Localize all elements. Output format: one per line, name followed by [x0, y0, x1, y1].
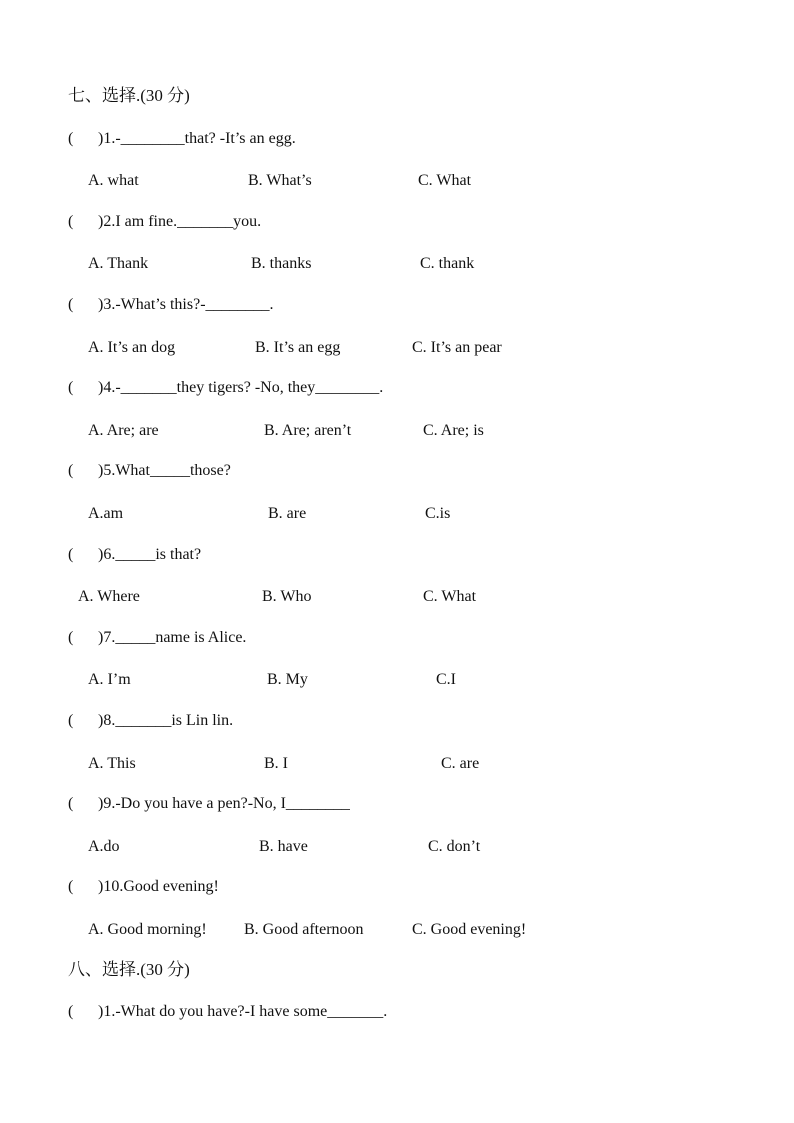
option-b: B. thanks: [251, 255, 312, 272]
question-text: )6._____is that?: [98, 546, 202, 563]
option-c: C. are: [441, 755, 480, 772]
option-c: C. It’s an pear: [412, 339, 502, 356]
answer-paren[interactable]: (: [68, 1003, 74, 1020]
question-8-1: [68, 1001, 387, 1023]
option-a: A. It’s an dog: [88, 339, 176, 356]
question-text: )7._____name is Alice.: [98, 629, 247, 646]
option-b: B. Are; aren’t: [264, 422, 352, 439]
question-7-2: [68, 211, 261, 233]
option-c: C. What: [418, 172, 472, 189]
option-b: B. have: [259, 838, 308, 855]
option-a: A. Are; are: [88, 422, 159, 439]
answer-paren[interactable]: (: [68, 213, 74, 230]
option-a: A. Thank: [88, 255, 149, 272]
question-text: )5.What_____those?: [98, 462, 231, 479]
option-a: A. Good morning!: [88, 921, 207, 938]
option-b: B. It’s an egg: [255, 339, 341, 356]
section-8-title: 八、选择.(30 分): [68, 960, 190, 979]
option-c: C. don’t: [428, 838, 481, 855]
option-b: B. I: [264, 755, 288, 772]
question-7-5: [68, 460, 231, 482]
answer-paren[interactable]: (: [68, 712, 74, 729]
option-b: B. are: [268, 505, 307, 522]
option-b: B. Who: [262, 588, 312, 605]
option-b: B. Good afternoon: [244, 921, 364, 938]
question-text: )1.-What do you have?-I have some_______.: [98, 1003, 388, 1020]
question-text: )1.-________that? -It’s an egg.: [98, 130, 296, 147]
answer-paren[interactable]: (: [68, 629, 74, 646]
option-c: C.is: [425, 505, 451, 522]
answer-paren[interactable]: (: [68, 462, 74, 479]
option-c: C.I: [436, 671, 456, 688]
question-7-3: [68, 294, 274, 316]
option-a: A. I’m: [88, 671, 131, 688]
question-text: )4.-_______they tigers? -No, they________.: [98, 379, 384, 396]
answer-paren[interactable]: (: [68, 546, 74, 563]
answer-paren[interactable]: (: [68, 878, 74, 895]
question-7-7: [68, 627, 246, 649]
answer-paren[interactable]: (: [68, 379, 74, 396]
question-text: )2.I am fine._______you.: [98, 213, 262, 230]
option-b: B. My: [267, 671, 308, 688]
section-7-title: 七、选择.(30 分): [68, 86, 190, 105]
question-7-10: [68, 876, 219, 898]
option-c: C. Good evening!: [412, 921, 527, 938]
option-a: A.am: [88, 505, 124, 522]
question-text: )3.-What’s this?-________.: [98, 296, 274, 313]
question-7-9: [68, 793, 350, 815]
answer-paren[interactable]: (: [68, 130, 74, 147]
question-7-6: [68, 544, 201, 566]
question-text: )8._______is Lin lin.: [98, 712, 234, 729]
answer-paren[interactable]: (: [68, 795, 74, 812]
option-a: A. This: [88, 755, 136, 772]
question-7-8: [68, 710, 233, 732]
option-a: A. Where: [78, 588, 140, 605]
answer-paren[interactable]: (: [68, 296, 74, 313]
question-text: )10.Good evening!: [98, 878, 219, 895]
question-7-4: [68, 377, 383, 399]
question-text: )9.-Do you have a pen?-No, I________: [98, 795, 350, 812]
question-7-1: [68, 128, 296, 150]
option-a: A. what: [88, 172, 139, 189]
option-b: B. What’s: [248, 172, 312, 189]
option-a: A.do: [88, 838, 120, 855]
option-c: C. thank: [420, 255, 475, 272]
option-c: C. Are; is: [423, 422, 484, 439]
option-c: C. What: [423, 588, 477, 605]
